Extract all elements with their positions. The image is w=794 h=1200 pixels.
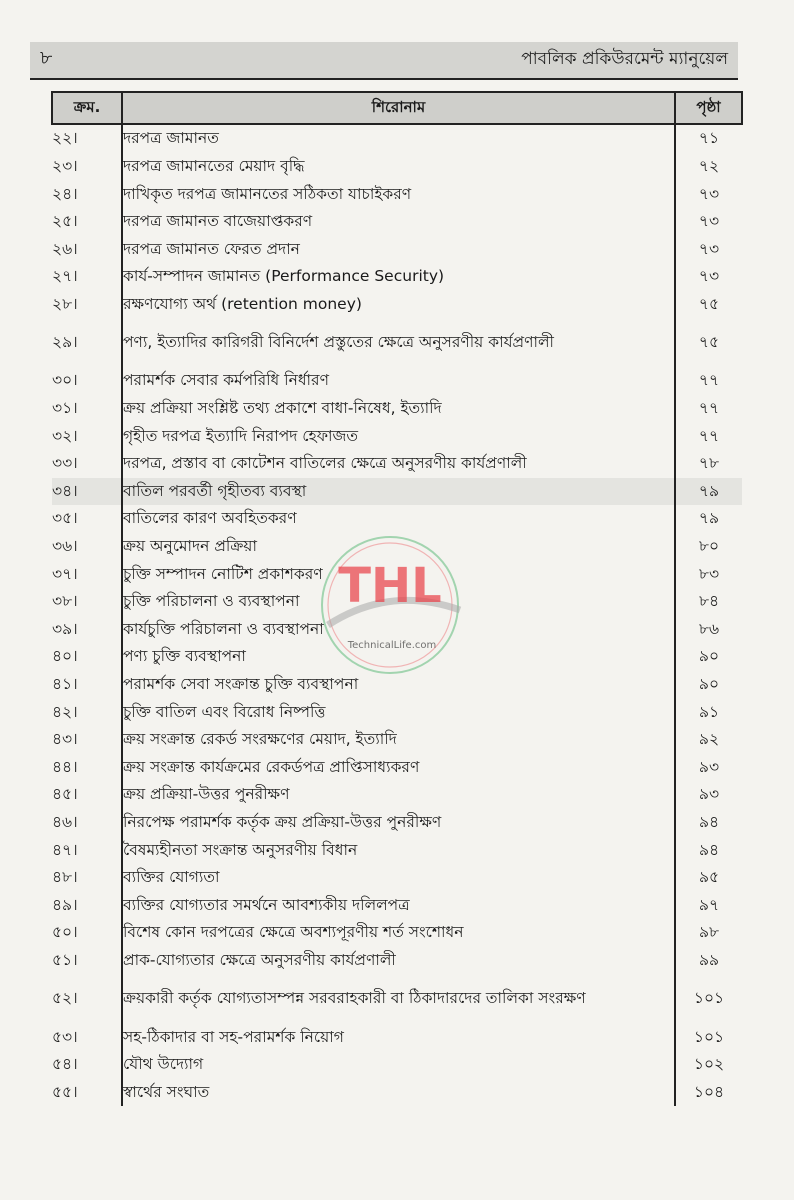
watermark-logo-text: THL	[338, 558, 442, 614]
row-title: বৈষম্যহীনতা সংক্রান্ত অনুসরণীয় বিধান	[122, 836, 675, 864]
row-page: ৭২	[698, 156, 720, 175]
book-title: পাবলিক প্রকিউরমেন্ট ম্যানুয়েল	[521, 49, 728, 69]
row-serial: ৩৯।	[52, 619, 78, 638]
row-title: পরামর্শক সেবার কর্মপরিধি নির্ধারণ	[122, 367, 675, 395]
row-title: ক্রয় সংক্রান্ত রেকর্ড সংরক্ষণের মেয়াদ, ইত্যাদি	[122, 726, 675, 754]
row-serial: ২৮।	[52, 294, 78, 313]
row-serial: ৩৩।	[52, 454, 78, 473]
table-row	[52, 505, 742, 533]
row-serial: ৫১।	[52, 950, 78, 969]
row-title: প্রাক-যোগ্যতার ক্ষেত্রে অনুসরণীয় কার্যপ্রণালী	[122, 947, 675, 975]
row-page: ৯০	[698, 647, 720, 666]
row-title: পরামর্শক সেবা সংক্রান্ত চুক্তি ব্যবস্থাপনা	[122, 671, 675, 699]
row-title: চুক্তি পরিচালনা ও ব্যবস্থাপনা	[122, 588, 675, 616]
table-row	[52, 124, 742, 153]
table-row	[52, 318, 742, 367]
row-page: ৭৭	[698, 426, 720, 445]
table-row	[52, 1051, 742, 1079]
table-row	[52, 422, 742, 450]
row-page: ৭১	[698, 129, 720, 148]
row-page: ৮৪	[698, 592, 720, 611]
row-title: ব্যক্তির যোগ্যতার সমর্থনে আবশ্যকীয় দলিলপত্র	[122, 891, 675, 919]
row-page: ৯৩	[698, 785, 720, 804]
row-title: কার্যচুক্তি পরিচালনা ও ব্যবস্থাপনা	[122, 616, 675, 644]
row-serial: ২৭।	[52, 267, 78, 286]
row-serial: ৫৫।	[52, 1082, 78, 1101]
row-page: ৯৫	[698, 868, 720, 887]
table-row	[52, 643, 742, 671]
row-title: ব্যক্তির যোগ্যতা	[122, 864, 675, 892]
row-page: ৯৯	[698, 950, 720, 969]
row-page: ৭৩	[698, 212, 720, 231]
table-row	[52, 671, 742, 699]
row-serial: ২৩।	[52, 156, 78, 175]
row-title: গৃহীত দরপত্র ইত্যাদি নিরাপদ হেফাজত	[122, 422, 675, 450]
row-page: ৭৩	[698, 239, 720, 258]
row-serial: ৩৪।	[52, 478, 122, 506]
row-serial: ৫৪।	[52, 1055, 78, 1074]
table-row	[52, 864, 742, 892]
row-title: ক্রয় অনুমোদন প্রক্রিয়া	[122, 533, 675, 561]
row-serial: ২৫।	[52, 212, 78, 231]
row-title: বাতিল পরবর্তী গৃহীতব্য ব্যবস্থা	[122, 478, 675, 506]
row-title: চুক্তি বাতিল এবং বিরোধ নিষ্পত্তি	[122, 698, 675, 726]
row-page: ৯৭	[698, 895, 720, 914]
row-title: পণ্য চুক্তি ব্যবস্থাপনা	[122, 643, 675, 671]
toc-body	[52, 124, 742, 1106]
row-page: ৭৯	[698, 509, 720, 528]
row-title: ক্রয় প্রক্রিয়া সংশ্লিষ্ট তথ্য প্রকাশে বাধা-নিষেধ, ইত্যাদি	[122, 395, 675, 423]
row-serial: ৩৮।	[52, 592, 78, 611]
row-title: নিরপেক্ষ পরামর্শক কর্তৃক ক্রয় প্রক্রিয়া-উত্তর পুনরীক্ষণ	[122, 809, 675, 837]
row-serial: ৫৩।	[52, 1027, 78, 1046]
row-page: ৭৭	[698, 399, 720, 418]
row-page: ১০১	[693, 1027, 725, 1046]
row-page: ৯০	[698, 675, 720, 694]
row-serial: ৪২।	[52, 702, 78, 721]
row-title: দরপত্র জামানত বাজেয়াপ্তকরণ	[122, 208, 675, 236]
column-header-title: শিরোনাম	[122, 92, 675, 124]
row-serial: ৪৭।	[52, 840, 78, 859]
table-row	[52, 1078, 742, 1106]
row-page: ৯৪	[698, 840, 720, 859]
table-row	[52, 947, 742, 975]
row-page: ৮৬	[698, 619, 720, 638]
column-header-serial: ক্রম.	[52, 92, 122, 124]
row-serial: ৪৮।	[52, 868, 78, 887]
row-serial: ৪১।	[52, 675, 78, 694]
table-row	[52, 616, 742, 644]
row-serial: ৩৬।	[52, 537, 78, 556]
table-row	[52, 753, 742, 781]
row-serial: ২৯।	[52, 333, 78, 352]
table-row	[52, 533, 742, 561]
row-serial: ৪৩।	[52, 730, 78, 749]
row-serial: ৩০।	[52, 371, 78, 390]
row-title: যৌথ উদ্যোগ	[122, 1051, 675, 1079]
table-row	[52, 560, 742, 588]
row-page: ১০২	[693, 1055, 725, 1074]
row-title: রক্ষণযোগ্য অর্থ (retention money)	[122, 291, 675, 319]
table-row	[52, 974, 742, 1023]
row-page: ৭৫	[698, 333, 720, 352]
table-row	[52, 726, 742, 754]
table-row	[52, 395, 742, 423]
row-page: ৭৮	[698, 454, 720, 473]
row-title: সহ-ঠিকাদার বা সহ-পরামর্শক নিয়োগ	[122, 1023, 675, 1051]
table-row	[52, 291, 742, 319]
table-row	[52, 208, 742, 236]
row-title: পণ্য, ইত্যাদির কারিগরী বিনির্দেশ প্রস্তুতের ক্ষেত্রে অনুসরণীয় কার্যপ্রণালী	[122, 318, 675, 367]
row-page: ৭৭	[698, 371, 720, 390]
row-page: ৯১	[698, 702, 720, 721]
table-of-contents	[51, 91, 743, 1106]
table-row	[52, 1023, 742, 1051]
page-number: ৮	[40, 47, 53, 69]
row-page: ৯৪	[698, 812, 720, 831]
table-row	[52, 478, 742, 506]
table-row	[52, 919, 742, 947]
row-serial: ৪৫।	[52, 785, 78, 804]
row-serial: ৫২।	[52, 989, 78, 1008]
row-page: ৯৮	[698, 923, 720, 942]
table-row	[52, 698, 742, 726]
row-title: বাতিলের কারণ অবহিতকরণ	[122, 505, 675, 533]
table-row	[52, 235, 742, 263]
table-row	[52, 153, 742, 181]
row-title: ক্রয়কারী কর্তৃক যোগ্যতাসম্পন্ন সরবরাহকারী বা ঠিকাদারদের তালিকা সংরক্ষণ	[122, 974, 675, 1023]
row-serial: ২৪।	[52, 184, 78, 203]
table-row	[52, 180, 742, 208]
table-row	[52, 891, 742, 919]
row-page: ৭৫	[698, 294, 720, 313]
row-page: ৮৩	[698, 564, 720, 583]
row-page: ৮০	[698, 537, 720, 556]
page-header	[30, 42, 738, 80]
row-serial: ৪৪।	[52, 757, 78, 776]
row-title: কার্য-সম্পাদন জামানত (Performance Security)	[122, 263, 675, 291]
row-page: ৭৩	[698, 267, 720, 286]
table-row	[52, 588, 742, 616]
row-serial: ৫০।	[52, 923, 78, 942]
table-row	[52, 809, 742, 837]
row-title: দরপত্র, প্রস্তাব বা কোটেশন বাতিলের ক্ষেত্রে অনুসরণীয় কার্যপ্রণালী	[122, 450, 675, 478]
row-title: দরপত্র জামানত ফেরত প্রদান	[122, 235, 675, 263]
table-header-row	[52, 92, 742, 124]
row-serial: ৩২।	[52, 426, 78, 445]
row-title: দরপত্র জামানতের মেয়াদ বৃদ্ধি	[122, 153, 675, 181]
row-serial: ৪৯।	[52, 895, 78, 914]
table-row	[52, 781, 742, 809]
row-page: ৯৩	[698, 757, 720, 776]
row-serial: ৩৭।	[52, 564, 78, 583]
table-row	[52, 367, 742, 395]
table-row	[52, 263, 742, 291]
column-header-page: পৃষ্ঠা	[675, 92, 742, 124]
row-page: ৭৩	[698, 184, 720, 203]
row-title: দরপত্র জামানত	[122, 124, 675, 153]
row-title: ক্রয় প্রক্রিয়া-উত্তর পুনরীক্ষণ	[122, 781, 675, 809]
table-row	[52, 836, 742, 864]
row-serial: ২৬।	[52, 239, 78, 258]
row-title: স্বার্থের সংঘাত	[122, 1078, 675, 1106]
row-title: ক্রয় সংক্রান্ত কার্যক্রমের রেকর্ডপত্র প্রাপ্তিসাধ্যকরণ	[122, 753, 675, 781]
row-title: চুক্তি সম্পাদন নোটিশ প্রকাশকরণ	[122, 560, 675, 588]
row-page: ৯২	[698, 730, 720, 749]
row-title: দাখিকৃত দরপত্র জামানতের সঠিকতা যাচাইকরণ	[122, 180, 675, 208]
watermark-site-text: TechnicalLife.com	[347, 640, 437, 651]
row-page: ১০৪	[693, 1082, 725, 1101]
row-page: ৭৯	[675, 478, 742, 506]
row-page: ১০১	[693, 989, 725, 1008]
row-serial: ৩৫।	[52, 509, 78, 528]
row-serial: ৩১।	[52, 399, 78, 418]
row-serial: ৪৬।	[52, 812, 78, 831]
table-row	[52, 450, 742, 478]
row-title: বিশেষ কোন দরপত্রের ক্ষেত্রে অবশ্যপূরণীয় শর্ত সংশোধন	[122, 919, 675, 947]
row-serial: ৪০।	[52, 647, 78, 666]
row-serial: ২২।	[52, 129, 78, 148]
